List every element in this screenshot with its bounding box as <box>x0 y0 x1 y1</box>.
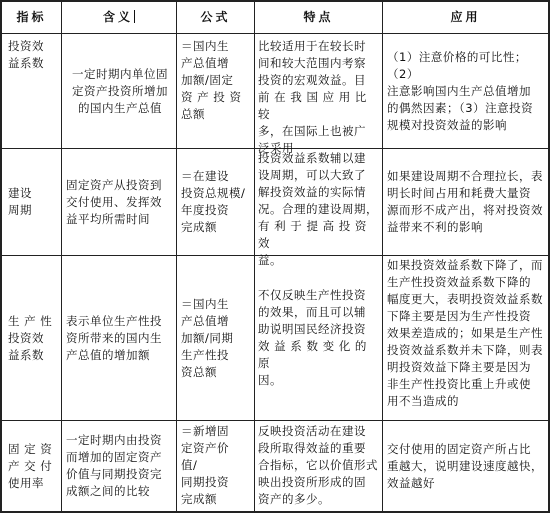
grid-line <box>254 0 255 513</box>
grid-line <box>0 0 2 513</box>
grid-line <box>61 0 62 513</box>
feature-cell: 反映投资活动在建设 段所取得效益的重要 合指标，它以价值形式 映出投资所形成的固 资产的多少。 <box>258 424 378 506</box>
application-cell: 如果投资效益系数下降了，而 生产性投资效益系数下降的 幅度更大，表明投资效益系数 下降主要是因为生产性投资 效果差造成的；如果是生产性 投资效益系数并未下降，则表 明投资效益下降主要是因为 非生产性投资比重上升或使 用不当造成的 <box>387 258 543 408</box>
header-meaning: 含义 <box>102 10 133 24</box>
header-feature: 特点 <box>303 10 334 24</box>
header-application: 应用 <box>450 10 481 24</box>
grid-line <box>176 0 177 513</box>
application-cell: 如果建设周期不合理拉长，表 明长时间占用和耗费大量资 源而形不成产出，将对投资效 益带来不利的影响 <box>387 169 543 234</box>
application-cell: （1）注意价格的可比性；（2） 注意影响国内生产总值增加 的偶然因素；（3）注意投资 规模对投资效益的影响 <box>387 49 534 132</box>
indicator-cell: 投资效 益系数 <box>8 39 44 70</box>
formula-cell: ＝在建设 投资总规模/ 年度投资 完成额 <box>181 169 246 234</box>
indicator-cell: 固 定 资 产 交 付 使用率 <box>8 441 53 490</box>
header-indicator: 指标 <box>16 10 47 24</box>
grid-line <box>382 0 383 513</box>
formula-cell: ＝国内生 产总值增 加额/同期 生产性投 资总额 <box>181 296 234 379</box>
meaning-cell: 表示单位生产性投 资所带来的国内生 产总值的增加额 <box>66 313 162 362</box>
formula-cell: ＝国内生 产总值增 加额/固定 资 产 投 资 总额 <box>181 39 242 121</box>
meaning-cell: 一定时期内由投资 而增加的固定资产 价值与同期投资完 成额之间的比较 <box>66 433 162 498</box>
header-formula: 公式 <box>200 10 231 24</box>
feature-cell: 比较适用于在较长时 间和较大范围内考察 投资的宏观效益。目 前 在 我 国 应 用 比 较 多，在国际上也被广 泛采用 <box>258 39 367 155</box>
indicator-cell: 建设 周期 <box>8 186 32 217</box>
formula-cell: ＝新增固 定资产价 值/ 同期投资 完成额 <box>181 424 229 506</box>
feature-cell: 投资效益系数辅以建 设周期，可以大致了 解投资效益的实际情 况。合理的建设周期， 有 利 于 提 高 投 资 效 益。 <box>258 151 378 267</box>
indicator-cell: 生 产 性 投资效 益系数 <box>8 313 53 362</box>
application-cell: 交付使用的固定资产所占比 重越大，说明建设速度越快， 效益越好 <box>387 441 543 490</box>
feature-cell: 不仅反映生产性投资 的效果，而且可以辅 助说明国民经济投资 效 益 系 数 变 化 的 原 因。 <box>258 288 367 387</box>
text-cursor <box>134 10 135 23</box>
meaning-cell: 固定资产从投资到 交付使用、发挥效 益平均所需时间 <box>66 177 162 226</box>
meaning-cell: 一定时期内单位固 定资产投资所增加 的国内生产总值 <box>72 66 168 115</box>
